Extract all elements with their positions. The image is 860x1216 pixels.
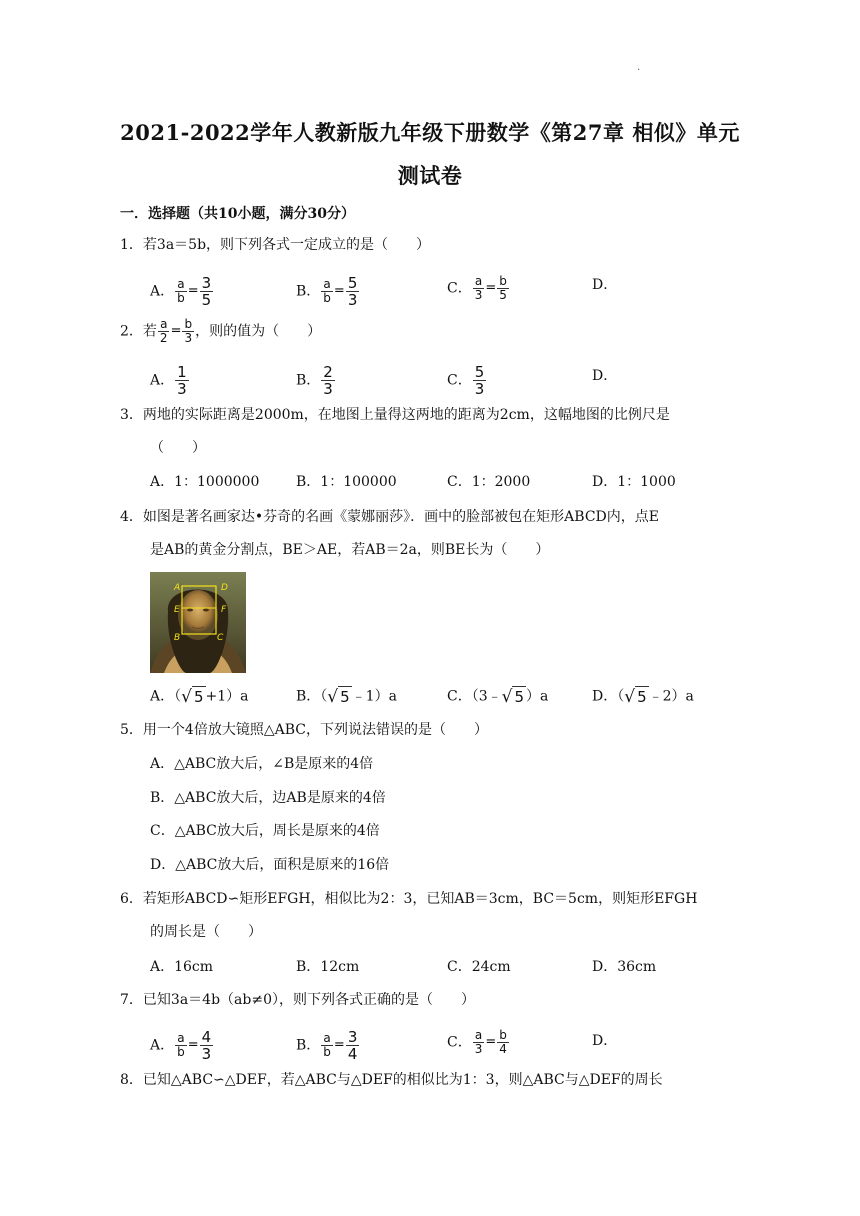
q3-option-c: C．1：2000	[447, 474, 531, 490]
q7-option-a: A． $\frac{a}{b}$ = $\frac{4}{3}$	[150, 1028, 212, 1063]
label-e: E	[174, 605, 180, 615]
question-8: 8．已知△ABC∽△DEF，若△ABC与△DEF的相似比为1：3，则△ABC与△DEF的周长	[120, 1072, 663, 1088]
q1-option-b: B． $\frac{a}{b}$ = $\frac{5}{3}$	[296, 274, 358, 309]
question-2: 2．若 $\frac{a}{2}$ = $\frac{b}{3}$ ，则的值为（ ）	[120, 317, 322, 345]
q5-option-a: A．△ABC放大后，∠B是原来的4倍	[150, 756, 374, 772]
q7-option-d: D．	[592, 1033, 618, 1049]
label-d: D	[221, 583, 228, 593]
question-4: 4．如图是著名画家达•芬奇的名画《蒙娜丽莎》．画中的脸部被包在矩形ABCD内，点E	[120, 509, 659, 525]
q2-option-a: A． $\frac{1}{3}$	[150, 363, 187, 398]
question-5: 5．用一个4倍放大镜照△ABC，下列说法错误的是（ ）	[120, 722, 488, 738]
question-6: 6．若矩形ABCD∽矩形EFGH，相似比为2：3，已知AB＝3cm，BC＝5cm，则矩形EFGH	[120, 891, 698, 907]
q4-option-d: D．（√ 5 ﹣2）a	[592, 687, 694, 707]
label-b: B	[174, 633, 181, 643]
q3-option-d: D．1：1000	[592, 474, 676, 490]
q4-option-c: C．（3﹣√ 5 ）a	[447, 687, 549, 707]
mona-lisa-figure	[150, 572, 246, 673]
q2-option-b: B． $\frac{2}{3}$	[296, 363, 333, 398]
question-3-line2: （ ）	[150, 440, 206, 456]
q3-option-a: A．1：1000000	[150, 474, 260, 490]
label-a: A	[174, 583, 181, 593]
label-f: F	[221, 605, 227, 615]
q1-option-a: A． $\frac{a}{b}$ = $\frac{3}{5}$	[150, 274, 212, 309]
q5-option-c: C．△ABC放大后，周长是原来的4倍	[150, 823, 380, 839]
q6-option-a: A．16cm	[150, 959, 214, 975]
q1-option-d: D．	[592, 277, 618, 293]
q7-option-b: B． $\frac{a}{b}$ = $\frac{3}{4}$	[296, 1028, 358, 1063]
q5-option-b: B．△ABC放大后，边AB是原来的4倍	[150, 790, 386, 806]
q7-option-c: C． $\frac{a}{3}$ = $\frac{b}{4}$	[447, 1028, 507, 1056]
question-7: 7．已知3a＝4b（ab≠0），则下列各式正确的是（ ）	[120, 992, 475, 1008]
q3-option-b: B．1：100000	[296, 474, 397, 490]
q4-option-b: B．（√ 5 ﹣1）a	[296, 687, 397, 707]
page-title-line2: 测试卷	[397, 163, 463, 188]
q6-option-c: C．24cm	[447, 959, 511, 975]
question-3: 3．两地的实际距离是2000m，在地图上量得这两地的距离为2cm，这幅地图的比例尺是	[120, 407, 670, 423]
question-1: 1．若3a＝5b，则下列各式一定成立的是（ ）	[120, 237, 431, 253]
q6-option-d: D．36cm	[592, 959, 657, 975]
q4-option-a: A．（√ 5 +1）a	[150, 687, 249, 707]
q5-option-d: D．△ABC放大后，面积是原来的16倍	[150, 857, 390, 873]
header-dot: .	[637, 62, 641, 73]
q6-option-b: B．12cm	[296, 959, 360, 975]
question-6-line2: 的周长是（ ）	[150, 924, 262, 940]
q2-option-c: C． $\frac{5}{3}$	[447, 363, 485, 398]
q1-option-c: C． $\frac{a}{3}$ = $\frac{b}{5}$	[447, 274, 507, 302]
section-heading: 一．选择题（共10小题，满分30分）	[120, 206, 355, 222]
label-c: C	[217, 633, 224, 643]
page-title: 2021-2022学年人教新版九年级下册数学《第27章 相似》单元	[120, 120, 740, 145]
q2-option-d: D．	[592, 368, 618, 384]
question-4-line2: 是AB的黄金分割点，BE＞AE，若AB＝2a，则BE长为（ ）	[150, 542, 550, 558]
